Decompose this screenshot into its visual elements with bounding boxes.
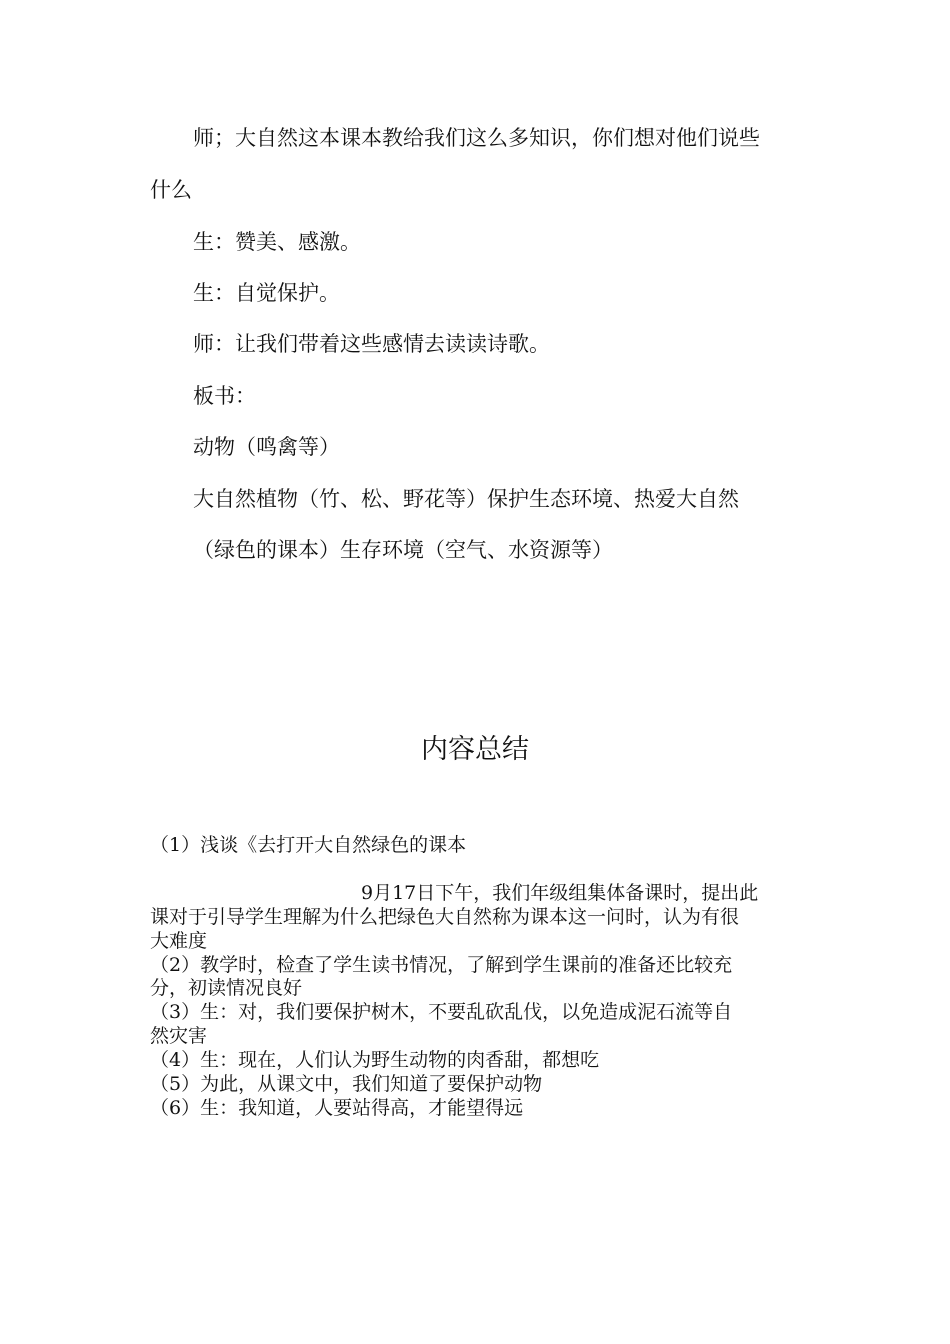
summary-item-1: （1）浅谈《去打开大自然绿色的课本: [150, 834, 467, 856]
board-label: 板书：: [193, 384, 256, 408]
summary-item-6: （6）生：我知道，人要站得高，才能望得远: [150, 1097, 524, 1119]
student-answer-1: 生：赞美、感激。: [193, 230, 361, 254]
board-line-animals: 动物（鸣禽等）: [193, 435, 340, 459]
summary-item-3-line1: （3）生：对，我们要保护树木，不要乱砍乱伐，以免造成泥石流等自: [150, 1001, 733, 1023]
summary-item-5: （5）为此，从课文中，我们知道了要保护动物: [150, 1073, 543, 1095]
student-answer-2: 生：自觉保护。: [193, 281, 340, 305]
board-line-environment: （绿色的课本）生存环境（空气、水资源等）: [193, 538, 613, 562]
summary-item-3-line2: 然灾害: [150, 1025, 208, 1047]
summary-item-2-line1: （2）教学时，检查了学生读书情况，了解到学生课前的准备还比较充: [150, 954, 733, 976]
summary-item-1-detail-line2: 课对于引导学生理解为什么把绿色大自然称为课本这一问时，认为有很: [150, 906, 740, 928]
board-line-plants: 大自然植物（竹、松、野花等）保护生态环境、热爱大自然: [193, 487, 739, 511]
teacher-question-line2: 什么: [150, 178, 192, 202]
teacher-question-line1: 师；大自然这本课本教给我们这么多知识，你们想对他们说些: [193, 126, 760, 150]
summary-item-2-line2: 分，初读情况良好: [150, 977, 303, 999]
teacher-instruction: 师：让我们带着这些感情去读读诗歌。: [193, 332, 550, 356]
summary-item-1-detail-line3: 大难度: [150, 930, 208, 952]
section-title: 内容总结: [421, 734, 529, 765]
summary-item-1-detail-line1: 9月17日下午，我们年级组集体备课时，提出此: [361, 882, 759, 904]
summary-item-4: （4）生：现在，人们认为野生动物的肉香甜，都想吃: [150, 1049, 600, 1071]
